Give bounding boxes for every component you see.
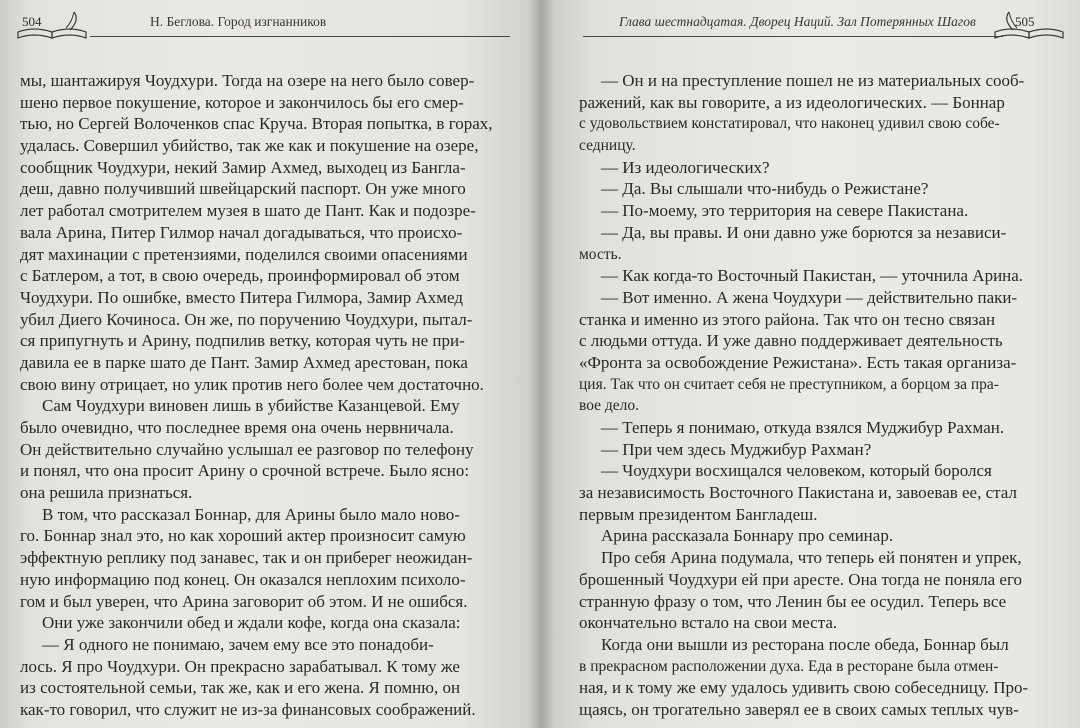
text-line: ся припугнуть и Арину, подпилив ветку, которая чуть не при- (20, 331, 465, 351)
text-line: было очевидно, что последнее время она очень нервничала. (20, 418, 454, 437)
text-line: — При чем здесь Муджибур Рахман? (601, 439, 872, 459)
text-line: она решила признаться. (20, 483, 193, 503)
text-line: гом и был уверен, что Арина заговорит об этом. И не ошибся. (20, 591, 468, 611)
left-body-text (20, 70, 492, 721)
text-line: — Вот именно. А жена Чоудхури — действительно паки- (601, 287, 1018, 307)
text-line: — Да, вы правы. И они давно уже борются за независи- (601, 222, 1007, 242)
text-line: — Чоудхури восхищался человеком, который боролся (601, 461, 992, 481)
right-header (541, 4, 1080, 44)
text-line: лось. Я про Чоудхури. Он прекрасно зарабатывал. К тому же (20, 656, 460, 676)
running-head-right: Глава шестнадцатая. Дворец Наций. Зал Потерянных Шагов (619, 14, 976, 29)
text-line: седницу. (579, 137, 636, 155)
text-line: — Теперь я понимаю, откуда взялся Муджибур Рахман. (601, 418, 1005, 437)
text-line: «Фронта за освобождение Режистана». Есть такая организа- (579, 352, 1017, 372)
text-line: в прекрасном расположении духа. Еда в ресторане была отмен- (579, 657, 999, 675)
text-line: — По-моему, это территория на севере Пакистана. (601, 201, 969, 221)
text-line: Чоудхури. По ошибке, вместо Питера Гилмора, Замир Ахмед (20, 287, 464, 307)
text-line: вала Арина, Питер Гилмор начал догадываться, что происхо- (20, 222, 463, 242)
text-line: — Как когда-то Восточный Пакистан, — уточнила Арина. (601, 266, 1024, 286)
text-line: — Из идеологических? (601, 157, 770, 177)
text-line: свою вину отрицает, но улик против него более чем достаточно. (20, 374, 484, 394)
text-line: ную информацию под конец. Он оказался неплохим психоло- (20, 569, 466, 589)
text-line: из состоятельной семьи, так же, как и его жена. Я помню, он (20, 678, 461, 698)
text-line: Про себя Арина подумала, что теперь ей понятен и упрек, (601, 548, 1022, 568)
text-line: первым президентом Бангладеш. (579, 504, 818, 524)
text-line: за независимость Восточного Пакистана и, завоевав ее, стал (579, 483, 1017, 503)
text-line: как-то говорил, что служит не из-за финансовых соображений. (20, 699, 476, 719)
text-line: ция. Так что он считает себя не преступником, а борцом за пра- (579, 375, 999, 393)
text-line: Они уже закончили обед и ждали кофе, когда она сказала: (42, 613, 461, 633)
page-number-right: 505 (1015, 14, 1035, 29)
text-line: эффектную реплику под занавес, так и он приберег неожидан- (20, 548, 473, 568)
text-line: щаясь, он трогательно заверял ее в своих самых теплых чув- (579, 699, 1019, 719)
right-page (541, 0, 1080, 728)
text-line: вое дело. (579, 397, 640, 415)
text-line: ражений, как вы говорите, а из идеологических. — Боннар (579, 92, 1005, 112)
text-line: брошенный Чоудхури ей при аресте. Она тогда не поняла его (579, 569, 1023, 589)
text-line: мость. (579, 245, 622, 263)
text-line: Когда они вышли из ресторана после обеда, Боннар был (601, 634, 1009, 654)
text-line: окончательно встало на свои места. (579, 613, 838, 633)
book-gutter-shadow (528, 0, 554, 728)
text-line: станка и именно из этого района. Так что он тесно связан (579, 309, 996, 329)
text-line: с удовольствием констатировал, что наконец удивил свою собе- (579, 115, 1000, 133)
left-header (0, 4, 541, 44)
text-line: тью, но Сергей Волоченков спас Круча. Вторая попытка, в горах, (20, 114, 493, 134)
text-line: дят махинации с претензиями, поделился своими опасениями (20, 244, 468, 264)
text-line: странную фразу о том, что Ленин бы ее осудил. Теперь все (579, 591, 1007, 611)
text-line: с людьми оттуда. И уже давно поддерживает деятельность (579, 331, 1003, 351)
text-line: В том, что рассказал Боннар, для Арины было мало ново- (42, 504, 460, 524)
right-body-text (579, 70, 1063, 721)
page-number-left: 504 (22, 14, 42, 29)
text-line: ная, и к тому же ему удалось удивить свою собеседницу. Про- (579, 678, 1029, 698)
text-line: и понял, что она просит Арину о срочной встрече. Было ясно: (20, 461, 470, 481)
text-line: го. Боннар знал это, но как хороший актер произносит самую (20, 526, 466, 546)
text-line: — Я одного не понимаю, зачем ему все это понадоби- (42, 634, 434, 654)
text-line: удалась. Совершил убийство, так же как и покушение на озере, (20, 136, 479, 156)
header-rule-left (90, 36, 510, 37)
text-line: — Да. Вы слышали что-нибудь о Режистане? (601, 179, 929, 199)
text-line: Сам Чоудхури виновен лишь в убийстве Казанцевой. Ему (42, 396, 460, 416)
text-line: деш, давно получивший швейцарский паспорт. Он уже много (20, 179, 466, 199)
text-line: мы, шантажируя Чоудхури. Тогда на озере на него было совер- (20, 71, 475, 90)
text-line: убил Диего Кочиноса. Он же, по поручению Чоудхури, пытал- (20, 309, 473, 329)
text-line: сообщник Чоудхури, некий Замир Ахмед, выходец из Бангла- (20, 157, 466, 177)
text-line: давила ее в парке шато де Пант. Замир Ахмед арестован, пока (20, 352, 468, 372)
text-line: с Батлером, а тот, в свою очередь, проинформировал об этом (20, 266, 460, 286)
text-line: Арина рассказала Боннару про семинар. (601, 526, 894, 546)
text-line: шено первое покушение, которое и закончилось бы его смер- (20, 92, 464, 112)
running-head-left: Н. Беглова. Город изгнанников (150, 14, 327, 29)
text-line: лет работал смотрителем музея в шато де Пант. Как и подозре- (20, 201, 476, 221)
text-line: — Он и на преступление пошел не из материальных сооб- (601, 71, 1025, 90)
header-rule-right (583, 36, 1003, 37)
text-line: Он действительно случайно услышал ее разговор по телефону (20, 439, 474, 459)
